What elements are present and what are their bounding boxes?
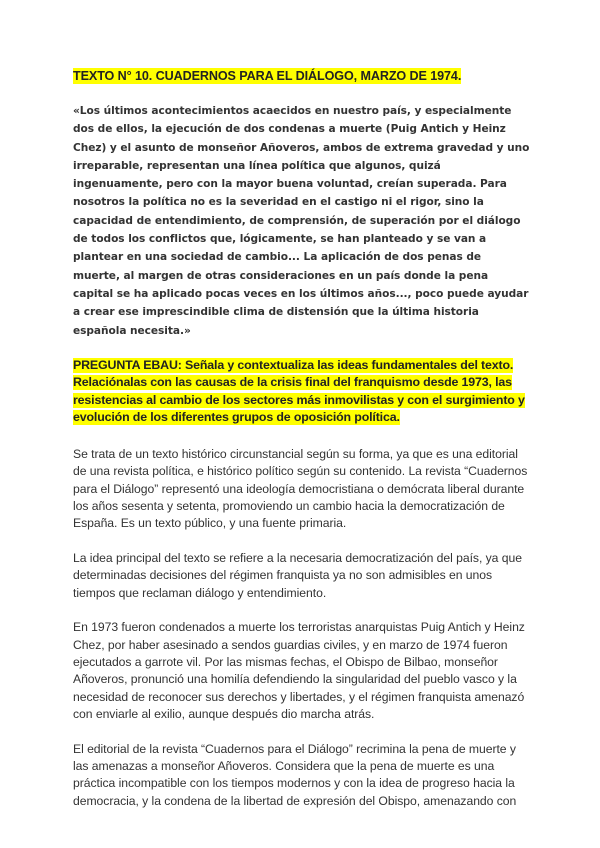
title-highlight: TEXTO N° 10. CUADERNOS PARA EL DIÁLOGO, MARZO DE 1974. xyxy=(73,69,462,83)
paragraph-3: En 1973 fueron condenados a muerte los terroristas anarquistas Puig Antich y Heinz Chez, por haber asesinado a sendos guardias civiles, y en marzo de 1974 fueron ejecutados a garrote vil. Por las mismas fechas, el Obispo de Bilbao, monseñor Añoveros, pronunció una homilía defendiendo la singularidad del pueblo vasco y la necesidad de reconocer sus derechos y libertades, y el régimen franquista amenazó con enviarle al exilio, aunque después dio marcha atrás. xyxy=(73,620,525,722)
document-body xyxy=(73,66,531,827)
exam-question xyxy=(73,357,531,427)
paragraph-2: La idea principal del texto se refiere a la necesaria democratización del país, ya que determinadas decisiones del régimen franquista ya no son admisibles en unos tiempos que reclaman diálogo y entendimiento. xyxy=(73,550,522,600)
paragraph-1: Se trata de un texto histórico circunstancial según su forma, ya que es una editorial de una revista política, e histórico político según su contenido. La revista “Cuadernos para el Diálogo” representó una ideología democristiana o demócrata liberal durante los años sesenta y setenta, promoviendo un cambio hacia la democratización de España. Es un texto público, y una fuente primaria. xyxy=(73,446,528,531)
question-highlight: PREGUNTA EBAU: Señala y contextualiza las ideas fundamentales del texto. Relaciónalas con las causas de la crisis final del franquismo desde 1973, las resistencias al cambio de los sectores más inmovilistas y con el surgimiento y evolución de los diferentes grupos de oposición política. xyxy=(73,357,525,425)
paragraph-4: El editorial de la revista “Cuadernos para el Diálogo” recrimina la pena de muerte y las amenazas a monseñor Añoveros. Considera que la pena de muerte es una práctica incompatible con los tiempos modernos y con la idea de progreso hacia la democracia, y la condena de la libertad de expresión del Obispo, amenazando con xyxy=(73,741,517,808)
source-quote: «Los últimos acontecimientos acaecidos en nuestro país, y especialmente dos de ellos, la ejecución de dos condenas a muerte (Puig Antich y Heinz Chez) y el asunto de monseñor Añoveros, ambos de extrema gravedad y uno irreparable, representan una línea política que algunos, quizá ingenuamente, pero con la mayor buena voluntad, creían superada. Para nosotros la política no es la severidad en el castigo ni el rigor, sino la capacidad de entendimiento, de comprensión, de superación por el diálogo de todos los conflictos que, lógicamente, se han planteado y se van a plantear en una sociedad de cambio... La aplicación de dos penas de muerte, al margen de otras consideraciones en un país donde la pena capital se ha aplicado pocas veces en los últimos años..., poco puede ayudar a crear ese imprescindible clima de distensión que la última historia española necesita.» xyxy=(73,105,530,337)
document-title xyxy=(73,66,531,86)
